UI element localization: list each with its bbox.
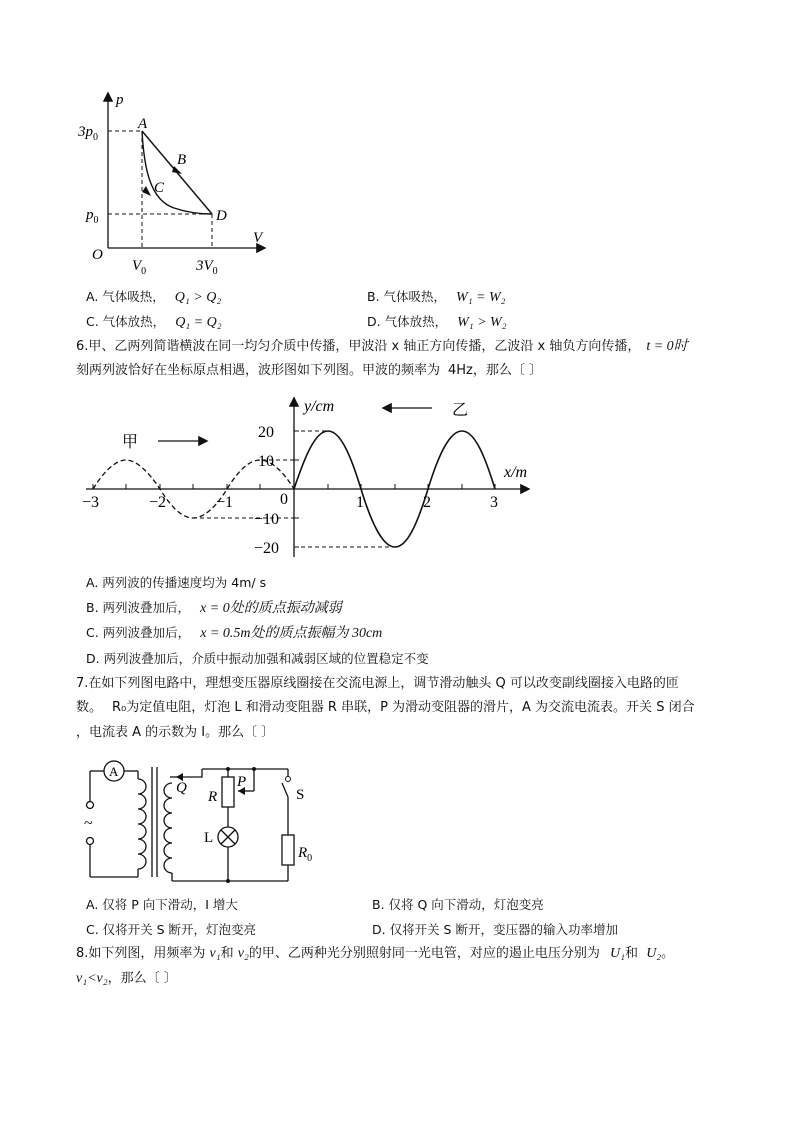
label-jia: 甲: [122, 434, 139, 451]
circuit-diagram: [80, 753, 320, 888]
label-d: D: [216, 208, 227, 224]
x-tick-1: 1: [356, 494, 364, 511]
primary-coil: [138, 779, 146, 869]
label-3v0: $3V_0$: [196, 258, 218, 277]
q8-stem-line2: ν₁<ν₂，那么〔 〕: [76, 971, 177, 986]
x-tick-neg3: −3: [82, 494, 100, 511]
label-q: Q: [176, 780, 187, 796]
q7-stem-line2: 数。 R₀为定值电阻，灯泡 L 和滑动变阻器 R 串联，P 为滑动变阻器的滑片，A 为交流电流表。开关 S 闭合: [76, 700, 695, 715]
pv-graph: [78, 88, 278, 278]
y-tick-neg10: −10: [254, 511, 280, 528]
q5-option-d: D. 气体放热， W₁ > W₂: [367, 314, 507, 330]
q6-option-a: A. 两列波的传播速度均为 4m/ s: [86, 575, 267, 590]
q7-option-d: D. 仅将开关 S 断开，变压器的输入功率增加: [372, 922, 618, 937]
label-yi: 乙: [452, 402, 469, 419]
label-p: P: [237, 774, 247, 790]
secondary-coil: [164, 783, 172, 873]
q6-option-b: B. 两列波叠加后， x = 0处的质点振动减弱: [86, 600, 342, 616]
q6-stem-line2: 刻两列波恰好在坐标原点相遇，波形图如下列图。甲波的频率为 4Hz，那么〔 〕: [76, 363, 543, 378]
x-tick-neg2: −2: [149, 494, 167, 511]
switch-s: [282, 783, 288, 797]
resistor-r0: [282, 835, 294, 865]
x-axis-label: x/m: [504, 464, 528, 481]
q6-option-c: C. 两列波叠加后， x = 0.5m处的质点振幅为 30cm: [86, 625, 383, 641]
label-ac: ~: [84, 815, 93, 832]
q5-option-a: A. 气体吸热， Q₁ > Q₂: [86, 289, 222, 305]
label-v0: $V_0$: [132, 258, 147, 277]
q7-option-a: A. 仅将 P 向下滑动，I 增大: [86, 897, 238, 912]
q7-option-c: C. 仅将开关 S 断开，灯泡变亮: [86, 922, 257, 937]
rheostat-r: [222, 777, 234, 807]
y-tick-neg20: −20: [254, 540, 280, 557]
wave-graph: [76, 393, 536, 563]
q6-option-d: D. 两列波叠加后，介质中振动加强和减弱区域的位置稳定不变: [86, 651, 429, 666]
label-b: B: [177, 152, 187, 168]
label-ammeter: A: [109, 764, 119, 779]
x-tick-2: 2: [423, 494, 431, 511]
label-r: R: [208, 789, 218, 805]
y-tick-10: 10: [258, 453, 274, 470]
label-l: L: [204, 830, 214, 846]
q5-option-c: C. 气体放热， Q₁ = Q₂: [86, 314, 222, 330]
label-3p0: $3p_0$: [78, 124, 98, 143]
label-s: S: [296, 787, 305, 803]
y-tick-20: 20: [258, 424, 274, 441]
label-p0: $p_0$: [86, 207, 99, 226]
q7-stem-line1: 7.在如下列图电路中，理想变压器原线圈接在交流电源上，调节滑动触头 Q 可以改变副线圈接入电路的匝: [76, 676, 679, 691]
label-p: p: [116, 92, 124, 108]
label-o: O: [92, 247, 103, 263]
label-c: C: [154, 180, 165, 196]
label-a: A: [138, 116, 148, 132]
q5-option-b: B. 气体吸热， W₁ = W₂: [367, 289, 506, 305]
label-v: V: [253, 230, 263, 246]
x-tick-neg1: −1: [216, 494, 234, 511]
label-r0: $R_0$: [298, 845, 313, 864]
q8-stem-line1: 8.如下列图，用频率为 ν₁和 ν₂的甲、乙两种光分别照射同一光电管，对应的遏止电压分别为 U₁和 U₂。: [76, 946, 675, 961]
q7-option-b: B. 仅将 Q 向下滑动，灯泡变亮: [372, 897, 544, 912]
y-axis-label: y/cm: [304, 398, 335, 415]
x-tick-3: 3: [490, 494, 498, 511]
y-tick-0: 0: [280, 491, 288, 508]
q6-stem-line1: 6.甲、乙两列简谐横波在同一均匀介质中传播，甲波沿 x 轴正方向传播，乙波沿 x 轴负方向传播， t = 0时: [76, 339, 688, 354]
q7-stem-line3: ，电流表 A 的示数为 I。那么〔 〕: [76, 725, 275, 740]
